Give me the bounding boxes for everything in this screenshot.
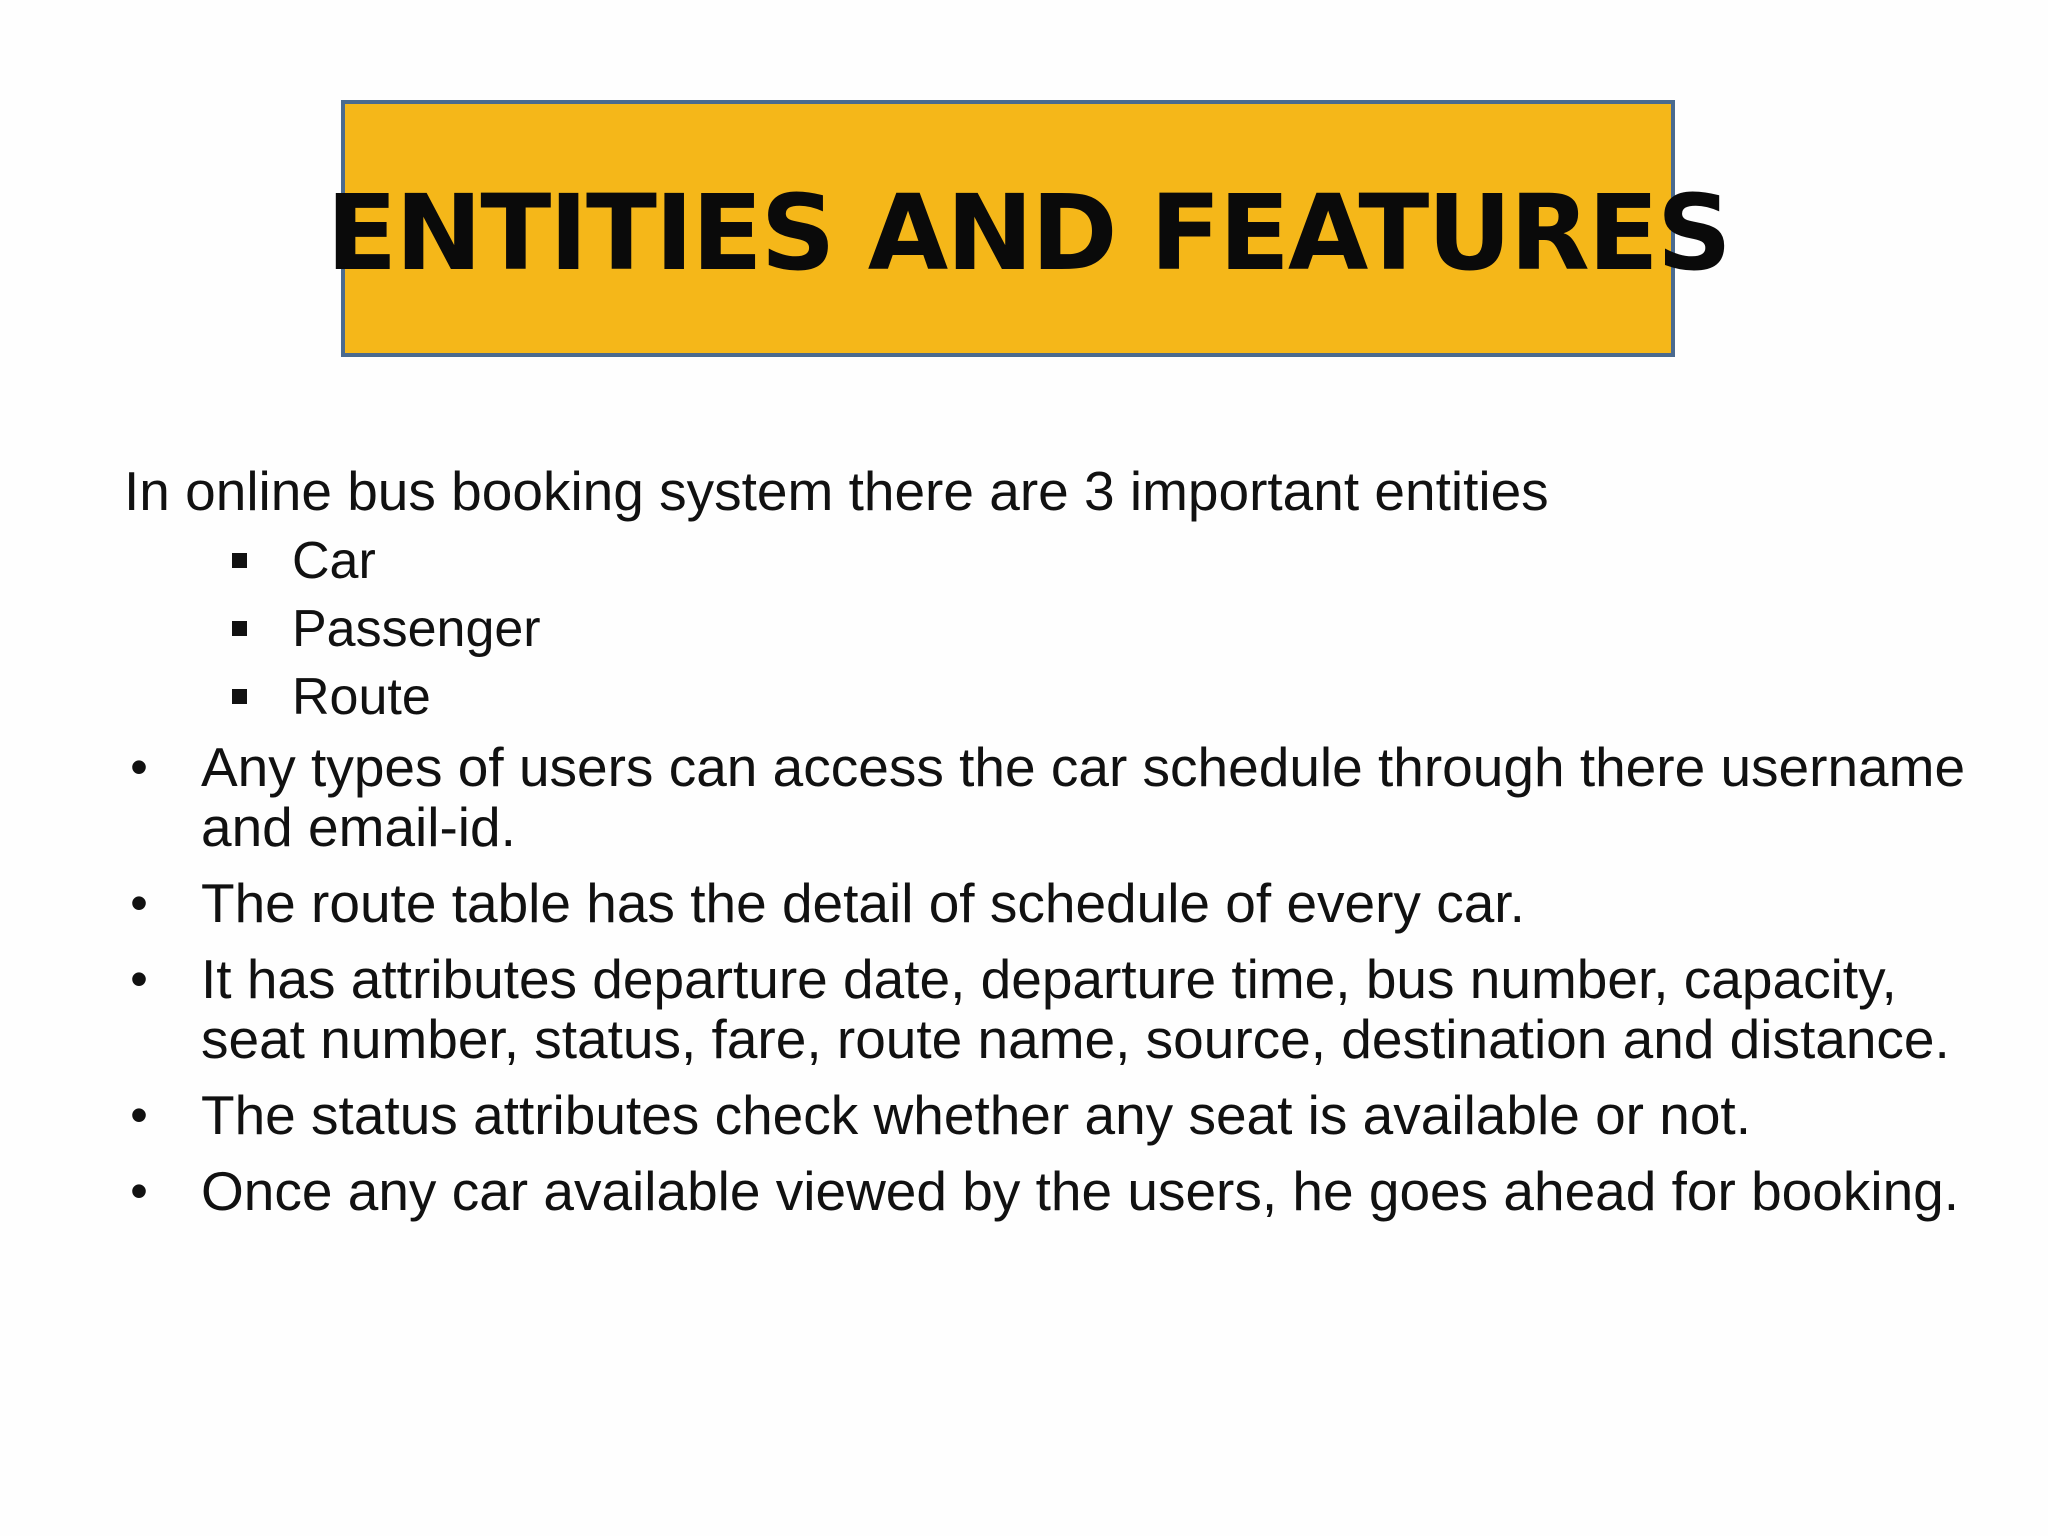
bullet-icon: •: [130, 875, 148, 932]
feature-item: [124, 873, 2004, 933]
feature-text: It has attributes departure date, departure time, bus number, capacity, seat number, status, fare, route name, source, destination and distance.: [201, 948, 1950, 1071]
square-bullet-icon: [232, 553, 247, 568]
feature-text: The status attributes check whether any seat is available or not.: [201, 1084, 1751, 1147]
bullet-icon: •: [130, 1087, 148, 1144]
feature-text: Once any car available viewed by the users, he goes ahead for booking.: [201, 1160, 1960, 1223]
feature-text: Any types of users can access the car schedule through there username and email-id.: [201, 736, 1966, 859]
entity-item-route: [124, 663, 2004, 731]
feature-item: [124, 1085, 2004, 1145]
bullet-icon: •: [130, 739, 148, 796]
bullet-icon: •: [130, 951, 148, 1008]
entity-label: Car: [292, 532, 376, 591]
entity-item-passenger: [124, 595, 2004, 663]
feature-item: [124, 949, 2004, 1069]
feature-item: [124, 737, 2004, 857]
entity-list: [124, 527, 2004, 731]
entity-item-car: [124, 527, 2004, 595]
feature-item: [124, 1161, 2004, 1221]
bullet-icon: •: [130, 1163, 148, 1220]
intro-text: In online bus booking system there are 3 important entities: [124, 460, 1549, 522]
slide-title: ENTITIES AND FEATURES: [326, 171, 1730, 294]
entity-label: Route: [292, 668, 431, 727]
entity-label: Passenger: [292, 600, 541, 659]
feature-text: The route table has the detail of schedule of every car.: [201, 872, 1525, 935]
square-bullet-icon: [232, 689, 247, 704]
square-bullet-icon: [232, 621, 247, 636]
title-banner: [326, 100, 1730, 357]
feature-list: [124, 737, 2004, 1221]
slide-body: [124, 462, 2004, 1237]
